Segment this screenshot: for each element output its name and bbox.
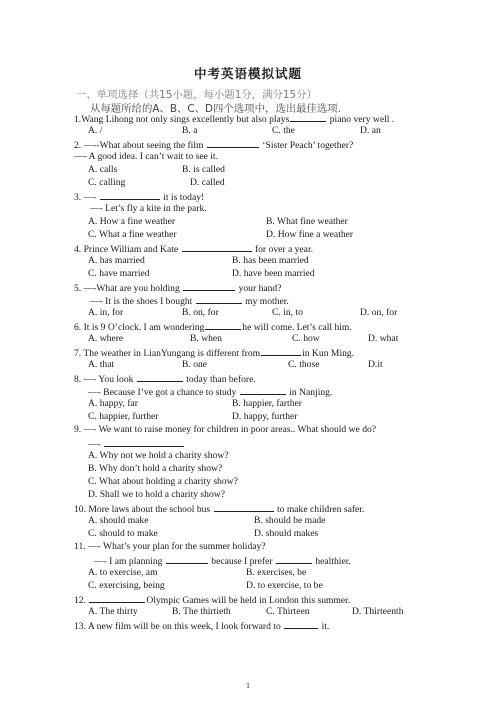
instruction-text: 从每题所给的A、B、C、D四个选项中，选出最佳选项. <box>90 103 341 115</box>
page-title: 中考英语模拟试题 <box>193 66 302 81</box>
page-number: 1 <box>246 681 250 690</box>
q3-option-d: D. How fine a weather <box>266 229 354 240</box>
question-12-stem: 12. Olympic Games will be held in London this summer. <box>74 595 351 606</box>
q7-option-b: B. one <box>182 359 208 370</box>
q12-option-d: D. Thirteenth <box>352 606 404 617</box>
q12-option-c: C. Thirteen <box>266 606 310 617</box>
q11-option-b: B. exercises, be <box>246 567 307 578</box>
q5-option-c: C. in, to <box>272 307 303 318</box>
q1-option-b: B. a <box>182 125 198 136</box>
q3-option-a: A. How a fine weather <box>88 216 176 227</box>
q1-option-c: C. the <box>272 125 295 136</box>
answer-blank <box>166 554 208 564</box>
q4-option-b: B. has been married <box>232 255 309 266</box>
q8-option-a: A. happy, far <box>88 398 138 409</box>
q1-option-d: D. an <box>360 125 381 136</box>
question-3-stem: 3. —- it is today! <box>74 192 205 203</box>
answer-blank <box>100 190 160 200</box>
question-13-stem: 13. A new film will be on this week, I look forward to it. <box>74 621 330 632</box>
question-11-reply: —- I am planning because I prefer healthier. <box>94 556 351 567</box>
answer-blank <box>290 112 326 122</box>
q1-option-a: A. / <box>88 125 103 136</box>
q5-option-d: D. on, for <box>360 307 398 318</box>
q3-option-c: C. What a fine weather <box>88 229 177 240</box>
question-10-stem: 10. More laws about the school bus to make children safer. <box>74 504 365 515</box>
answer-blank <box>207 138 259 148</box>
question-5-reply: —- It is the shoes I bought my mother. <box>90 296 289 307</box>
q8-option-b: B. happier, farther <box>232 398 302 409</box>
q6-option-c: C. how <box>292 333 320 344</box>
q4-option-c: C. have married <box>88 268 150 279</box>
answer-blank <box>284 619 318 629</box>
answer-blank <box>196 294 242 304</box>
question-11-stem: 11. —- What’s your plan for the summer holiday? <box>74 541 266 552</box>
q2-option-c: C. calling <box>88 177 126 188</box>
q6-option-a: A. where <box>88 333 124 344</box>
question-2-stem: 2. —--What about seeing the film ‘Sister Peach’ together? <box>74 140 354 151</box>
q3-option-b: B. What fine weather <box>266 216 348 227</box>
q7-option-c: C. those <box>288 359 320 370</box>
answer-blank <box>261 346 301 356</box>
answer-blank <box>137 372 183 382</box>
q7-option-d: D.it <box>368 359 383 370</box>
q6-option-d: D. what <box>368 333 399 344</box>
answer-blank <box>183 281 235 291</box>
q5-option-b: B. on, for <box>182 307 219 318</box>
q11-option-d: D. to exercise, to be <box>246 580 323 591</box>
question-9-reply: —- <box>88 437 185 451</box>
question-7-stem: 7. The weather in LianYungang is different from in Kun Ming. <box>74 348 355 359</box>
question-1-stem: 1.Wang Lihong not only sings excellently but also plays piano very well . <box>74 114 395 125</box>
answer-blank <box>276 554 312 564</box>
answer-blank <box>240 385 286 395</box>
q2-option-a: A. calls <box>88 164 118 175</box>
answer-blank <box>205 320 241 330</box>
q2-option-d: D. called <box>190 177 225 188</box>
question-2-reply: —- A good idea. I can’t wait to see it. <box>74 151 218 162</box>
question-5-stem: 5. —-What are you holding your hand? <box>74 283 282 294</box>
q4-option-d: D. have been married <box>232 268 315 279</box>
answer-blank <box>89 593 145 603</box>
answer-blank <box>214 502 274 512</box>
q6-option-b: B. when <box>190 333 222 344</box>
q10-option-d: D. should makes <box>254 528 319 539</box>
question-9-stem: 9. —- We want to raise money for children in poor areas.. What should we do? <box>74 424 377 435</box>
q8-option-c: C. happier, further <box>88 411 159 422</box>
question-4-stem: 4. Prince William and Kate for over a year. <box>74 244 314 255</box>
q9-option-d: D. Shall we to hold a charity show? <box>88 489 225 500</box>
q5-option-a: A. in, for <box>88 307 124 318</box>
q10-option-a: A. should make <box>88 515 149 526</box>
q10-option-c: C. should to make <box>88 528 158 539</box>
answer-blank <box>104 437 184 447</box>
q12-option-b: B. The thirtieth <box>172 606 231 617</box>
q2-option-b: B. is called <box>182 164 225 175</box>
q7-option-a: A. that <box>88 359 115 370</box>
q10-option-b: B. should be made <box>254 515 326 526</box>
q11-option-c: C. exercising, being <box>88 580 165 591</box>
question-8-reply: —- Because I’ve got a chance to study in Nanjing. <box>88 387 333 398</box>
q9-option-b: B. Why don’t hold a charity show? <box>88 463 223 474</box>
question-6-stem: 6. It is 9 O’clock. I am wondering he will come. Let’s call him. <box>74 322 352 333</box>
answer-blank <box>182 242 252 252</box>
q12-option-a: A. The thirty <box>88 606 138 617</box>
question-3-reply: —- Let’s fly a kite in the park. <box>90 203 207 214</box>
question-8-stem: 8. —- You look today than before. <box>74 374 256 385</box>
q9-option-a: A. Why not we hold a charity show? <box>88 450 229 461</box>
q4-option-a: A. has married <box>88 255 145 266</box>
q11-option-a: A. to exercise, am <box>88 567 158 578</box>
q8-option-d: D. happy, further <box>232 411 298 422</box>
section-heading: 一、单项选择（共15小题，每小题1分，满分15分） <box>76 89 317 101</box>
q9-option-c: C. What about holding a charity show? <box>88 476 238 487</box>
